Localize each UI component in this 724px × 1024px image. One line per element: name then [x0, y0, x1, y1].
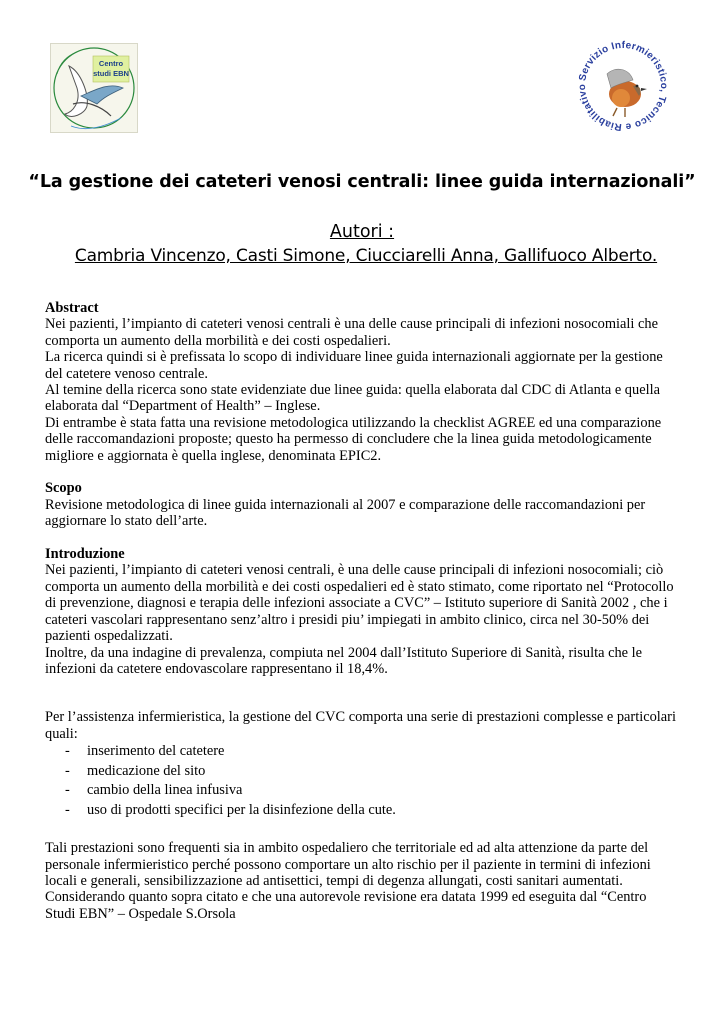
- conclusione-line: Considerando quanto sopra citato e che una autorevole revisione era datata 1999 ed eseguita dal “Centro: [45, 889, 647, 906]
- abstract-line: del catetere venoso centrale.: [45, 365, 208, 382]
- introduzione-line: di prevenzione, diagnosi e terapia delle infezioni associate a CVC” – Istituto superiore di Sanità 2002 , che i: [45, 595, 668, 612]
- conclusione-line: Studi EBN” – Ospedale S.Orsola: [45, 905, 236, 922]
- list-item-text: inserimento del catetere: [87, 743, 225, 760]
- introduzione-line: comporta un aumento della morbilità e dei costi ospedalieri ed è stato stimato, come riportato nel “Protocollo: [45, 578, 674, 595]
- abstract-line: delle raccomandazioni proposte; questo ha permesso di concludere che la linea guida metodologicamente: [45, 431, 652, 448]
- list-item: [45, 742, 695, 762]
- introduzione-line: Inoltre, da una indagine di prevalenza, compiuta nel 2004 dall’Istituto Superiore di Sanità, risulta che le: [45, 644, 643, 661]
- authors-names: Cambria Vincenzo, Casti Simone, Ciucciarelli Anna, Gallifuoco Alberto.: [74, 246, 658, 266]
- conclusione-line: Tali prestazioni sono frequenti sia in ambito ospedaliero che territoriale ed ad alta attenzione da parte del: [45, 840, 649, 857]
- abstract-line: La ricerca quindi si è prefissata lo scopo di individuare linee guida internazionali aggiornate per la gestione: [45, 349, 663, 366]
- prestazioni-list: [45, 742, 695, 820]
- abstract-line: elaborata dal “Department of Health” – Inglese.: [45, 398, 321, 415]
- introduzione-line: pazienti ospedalizzati.: [45, 628, 173, 645]
- scopo-heading: Scopo: [45, 480, 82, 497]
- list-bullet: -: [65, 762, 70, 779]
- centro-studi-ebn-logo: [50, 43, 138, 133]
- list-item-text: uso di prodotti specifici per la disinfezione della cute.: [87, 801, 396, 818]
- list-item-text: medicazione del sito: [87, 762, 206, 779]
- abstract-line: Di entrambe è stata fatta una revisione metodologica utilizzando la checklist AGREE ed una comparazione: [45, 414, 662, 431]
- abstract-line: Al temine della ricerca sono state evidenziate due linee guida: quella elaborata dal CDC di Atlanta e quella: [45, 382, 660, 399]
- list-bullet: -: [65, 801, 70, 818]
- logo-text-line2: studi EBN: [93, 69, 129, 78]
- servizio-infermieristico-logo: [567, 30, 679, 142]
- svg-text:Servizio Infermieristico, Tecn: Servizio Infermieristico, Tecnico e Riabilitativo: [576, 39, 670, 133]
- assistenza-line: quali:: [45, 725, 78, 742]
- list-item: [45, 781, 695, 801]
- list-bullet: -: [65, 782, 70, 799]
- scopo-line: aggiornare lo stato dell’arte.: [45, 513, 208, 530]
- conclusione-line: personale infermieristico perché possono comportare un alto rischio per il paziente in termini di infezioni: [45, 856, 651, 873]
- abstract-line: comporta un aumento della morbilità e dei costi ospedalieri.: [45, 332, 391, 349]
- logo-text-line1: Centro: [98, 59, 124, 68]
- list-item-text: cambio della linea infusiva: [87, 782, 243, 799]
- list-bullet: -: [65, 743, 70, 760]
- introduzione-heading: Introduzione: [45, 546, 125, 563]
- conclusione-line: locali e generali, sensibilizzazione ad antisettici, tempi di degenza allungati, costi sanitari aumentati.: [45, 872, 623, 889]
- list-item: [45, 762, 695, 782]
- introduzione-line: Nei pazienti, l’impianto di cateteri venosi centrali, è una delle cause principali di infezioni nosocomiali; ciò: [45, 562, 664, 579]
- document-body: [45, 300, 695, 922]
- assistenza-line: Per l’assistenza infermieristica, la gestione del CVC comporta una serie di prestazioni complesse e particolari: [45, 709, 676, 726]
- abstract-heading: Abstract: [45, 300, 99, 316]
- authors-label: Autori :: [329, 222, 395, 242]
- abstract-line: migliore e aggiornata è quella inglese, denominata EPIC2.: [45, 447, 382, 464]
- scopo-line: Revisione metodologica di linee guida internazionali al 2007 e comparazione delle raccomandazioni per: [45, 496, 646, 513]
- document-title: “La gestione dei cateteri venosi centrali: linee guida internazionali”: [28, 172, 696, 192]
- introduzione-line: cateteri vascolari rappresentano senz’altro i presidi piu’ impiegati in ambito clinico, circa nel 30-50% dei: [45, 611, 650, 628]
- list-item: [45, 801, 695, 821]
- abstract-line: Nei pazienti, l’impianto di cateteri venosi centrali è una delle cause principali di infezioni nosocomiali che: [45, 316, 658, 333]
- introduzione-line: infezioni da catetere endovascolare rappresentano il 18,4%.: [45, 660, 388, 677]
